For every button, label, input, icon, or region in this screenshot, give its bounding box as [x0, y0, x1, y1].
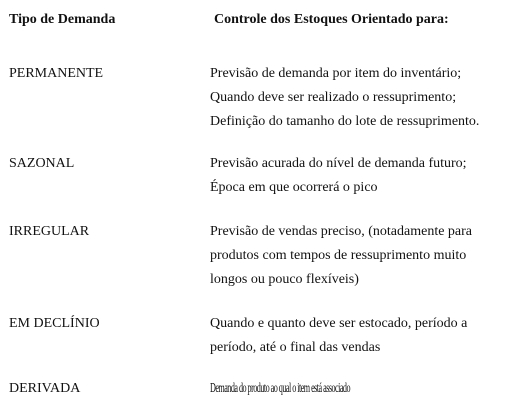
demand-type-label: EM DECLÍNIO	[9, 316, 100, 331]
description-line: Quando e quanto deve ser estocado, período a	[210, 316, 468, 331]
demand-type-label: DERIVADA	[9, 381, 81, 396]
control-description	[210, 152, 514, 200]
description-line: Previsão acurada do nível de demanda futuro;	[210, 156, 467, 171]
control-description	[210, 377, 514, 401]
description-line: Previsão de vendas preciso, (notadamente para	[210, 224, 473, 239]
description-line: produtos com tempos de ressuprimento muito	[210, 248, 467, 263]
description-line: período, até o final das vendas	[210, 340, 381, 355]
description-line: Definição do tamanho do lote de ressuprimento.	[210, 114, 480, 129]
description-line: Época em que ocorrerá o pico	[210, 180, 378, 195]
column-header-stock-control: Controle dos Estoques Orientado para:	[214, 12, 449, 27]
demand-type-label: PERMANENTE	[9, 66, 104, 81]
description-line: longos ou pouco flexíveis)	[210, 272, 359, 287]
description-line: Demanda do produto ao qual o item está associado	[210, 381, 351, 396]
control-description	[210, 220, 514, 292]
control-description	[210, 62, 514, 134]
control-description	[210, 312, 514, 360]
description-line: Previsão de demanda por item do inventário;	[210, 66, 462, 81]
description-line: Quando deve ser realizado o ressuprimento;	[210, 90, 457, 105]
demand-type-label: IRREGULAR	[9, 224, 90, 239]
demand-type-label: SAZONAL	[9, 156, 75, 171]
column-header-demand-type: Tipo de Demanda	[9, 12, 116, 27]
